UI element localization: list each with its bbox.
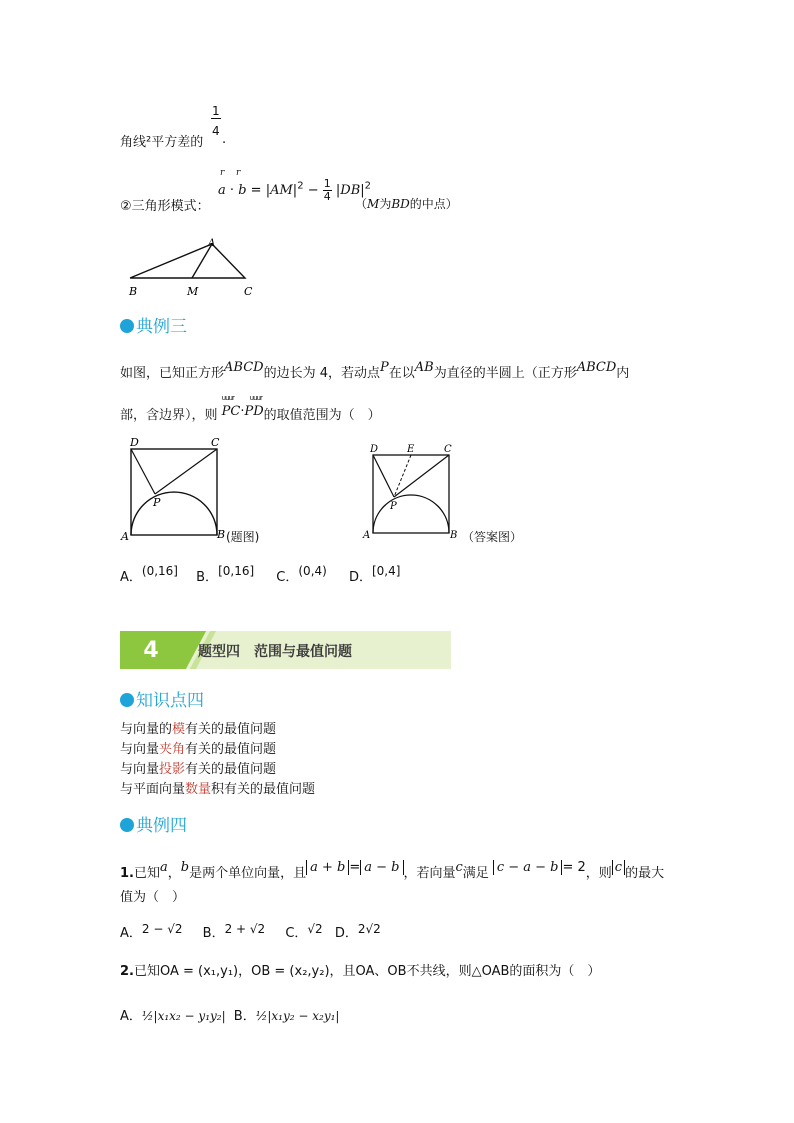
vector-arrow-mark: uuur	[249, 394, 262, 402]
figure1-caption: (题图)	[226, 530, 260, 544]
triangle-formula: $a \cdot b = |AM|^2$ − $\frac{1}{4}$ $|DB|^2$	[218, 177, 372, 203]
knowledge4-title: 知识点四	[136, 691, 204, 711]
fraction-numerator: 1	[212, 104, 220, 118]
example3-line1	[120, 362, 629, 381]
option-letter: A．	[120, 1009, 142, 1024]
option-a[interactable]	[120, 564, 178, 585]
q2-number: 2.	[120, 964, 134, 979]
option-value: [0,16]	[218, 564, 255, 578]
q1-eq2: = 2	[562, 860, 586, 875]
q1-t5: ，则	[585, 866, 612, 881]
q1-abs-c: c − a − b	[493, 860, 563, 875]
q1-t3: ，若向量	[403, 866, 456, 881]
e3-pc: PC	[221, 404, 241, 419]
label-d: D	[370, 444, 379, 455]
e3-text-c: 在以	[388, 366, 415, 381]
e3-pd: PD	[244, 404, 264, 419]
note-mid: 为	[379, 197, 392, 211]
knowledge-item	[120, 780, 315, 800]
option-letter: B．	[202, 926, 225, 941]
option-d[interactable]	[334, 922, 381, 941]
option-value: √2	[307, 922, 323, 936]
vector-arrow-mark: r	[236, 168, 241, 178]
e3-text-d: 为直径的半圆上（正方形	[433, 366, 577, 381]
knowledge4-heading	[120, 686, 204, 711]
frac-den: 4	[323, 190, 331, 203]
triangle-mode-label: ②三角形模式：	[120, 199, 210, 214]
bullet-dot-icon	[120, 319, 134, 333]
vec-b: b	[238, 183, 247, 198]
example4-heading	[120, 811, 187, 836]
e3-text-b: 的边长为 4，若动点	[263, 366, 380, 381]
option-letter: A．	[120, 570, 142, 585]
option-value: ½|x₁y₂ − x₂y₁|	[255, 1009, 340, 1023]
bullet-dot-icon	[120, 818, 134, 832]
item-highlight: 模	[172, 722, 186, 737]
db-segment: DB	[340, 183, 361, 198]
item-highlight: 数量	[185, 782, 212, 797]
pc-pd-product	[221, 394, 264, 423]
example3-heading	[120, 312, 187, 337]
minus-sign: −	[307, 183, 319, 198]
equals-sign: =	[250, 183, 262, 198]
label-m: M	[187, 285, 199, 298]
q1-abs-c-single: c	[612, 860, 625, 875]
vector-arrow-mark: r	[220, 168, 225, 178]
label-e: E	[407, 444, 415, 455]
label-b: B	[217, 528, 226, 541]
q1-options	[120, 922, 381, 941]
q1-comma: ，	[167, 866, 181, 881]
item-post: 有关的最值问题	[185, 762, 277, 777]
option-value: [0,4]	[371, 564, 401, 578]
example3-options	[120, 566, 400, 585]
e3-abcd: ABCD	[224, 360, 264, 375]
item-post: 有关的最值问题	[185, 722, 277, 737]
label-a: A	[363, 530, 371, 541]
q1-b: b	[180, 860, 190, 875]
q1-line1	[120, 862, 664, 881]
bullet-dot-icon	[120, 693, 134, 707]
e3-dot: ·	[240, 404, 245, 419]
frac-num: 1	[323, 177, 331, 190]
vec-a: a	[218, 183, 226, 198]
example3-line2	[120, 394, 381, 423]
e3-text-a: 如图，已知正方形	[120, 366, 225, 381]
note-open: （	[355, 197, 368, 211]
intro-period: .	[222, 132, 227, 147]
q1-eq: =	[349, 860, 361, 875]
semicircle	[373, 495, 449, 533]
label-c: C	[244, 285, 253, 298]
option-b[interactable]	[202, 922, 266, 941]
option-value: 2√2	[357, 922, 381, 936]
q2-options	[120, 1005, 339, 1024]
label-c: C	[211, 436, 220, 449]
item-highlight: 夹角	[159, 742, 186, 757]
label-b: B	[129, 285, 138, 298]
label-p: P	[390, 501, 397, 512]
q1-abs-left: a + b	[306, 860, 349, 875]
midpoint-note	[355, 195, 458, 212]
q1-number: 1.	[120, 866, 134, 881]
semicircle	[131, 492, 217, 535]
example4-title: 典例四	[136, 816, 187, 836]
e3-p: P	[379, 360, 389, 375]
knowledge-item	[120, 720, 315, 740]
option-value: 2 − √2	[141, 922, 183, 936]
e3-text-e: 内	[616, 366, 630, 381]
option-letter: D．	[348, 570, 372, 585]
option-d[interactable]	[348, 564, 401, 585]
item-pre: 与向量	[120, 762, 160, 777]
square-outline	[373, 455, 449, 533]
item-post: 积有关的最值问题	[211, 782, 316, 797]
option-value: (0,16]	[141, 564, 178, 578]
q1-t1: 已知	[133, 866, 160, 881]
option-value: (0,4)	[298, 564, 327, 578]
intro-line	[120, 131, 203, 150]
option-c[interactable]	[285, 922, 323, 941]
option-c[interactable]	[276, 564, 327, 585]
banner-title: 题型四 范围与最值问题	[198, 644, 352, 660]
segment-pd	[131, 449, 155, 494]
option-letter: D．	[334, 926, 358, 941]
segment-pd	[373, 455, 394, 497]
q2-text: 已知OA = (x₁,y₁)，OB = (x₂,y₂)，且OA、OB不共线，则△OAB的面积为（ ）	[133, 964, 601, 979]
option-a[interactable]	[120, 922, 183, 941]
note-bd: BD	[391, 197, 410, 211]
q1-a: a	[160, 860, 168, 875]
figure2-caption: （答案图）	[462, 530, 523, 544]
option-value: ½|x₁x₂ − y₁y₂|	[141, 1009, 226, 1023]
median-line	[192, 244, 212, 278]
item-pre: 与平面向量	[120, 782, 186, 797]
vector-arrow-mark: uuur	[221, 394, 234, 402]
q1-t4: 满足	[462, 866, 489, 881]
note-m: M	[367, 197, 380, 211]
example3-title: 典例三	[136, 317, 187, 337]
option-b[interactable]	[196, 564, 255, 585]
option-b[interactable]	[234, 1009, 340, 1024]
option-letter: C．	[276, 570, 299, 585]
q1-line2: 值为（ ）	[120, 890, 186, 905]
label-d: D	[130, 436, 139, 449]
e3-abcd-2: ABCD	[576, 360, 617, 375]
triangle-outline	[130, 244, 245, 278]
dot-operator: ·	[229, 183, 235, 198]
section-banner	[120, 631, 451, 669]
q1-abs-right: a − b	[360, 860, 403, 875]
one-quarter-fraction	[323, 178, 332, 203]
am-segment: AM	[270, 183, 293, 198]
fraction-bar	[211, 118, 221, 119]
option-letter: B．	[233, 1009, 256, 1024]
option-letter: A．	[120, 926, 142, 941]
q1-t2: 是两个单位向量，且	[189, 866, 307, 881]
triangle-svg	[120, 236, 270, 306]
label-c: C	[444, 444, 452, 455]
option-letter: B．	[196, 570, 219, 585]
item-pre: 与向量的	[120, 722, 173, 737]
label-p: P	[153, 496, 161, 509]
knowledge-item	[120, 760, 315, 780]
knowledge4-list	[120, 720, 315, 800]
triangle-figure	[120, 236, 270, 298]
label-a: A	[121, 530, 129, 543]
e3-text-g: 的取值范围为（ ）	[263, 408, 381, 423]
e3-ab: AB	[414, 360, 434, 375]
option-a[interactable]	[120, 1009, 226, 1024]
q1-t6: 的最大	[625, 866, 665, 881]
fraction-denominator: 4	[212, 124, 220, 138]
item-post: 有关的最值问题	[185, 742, 277, 757]
intro-text: 角线²平方差的	[120, 135, 204, 150]
knowledge-item	[120, 740, 315, 760]
note-end: 的中点）	[409, 197, 458, 211]
option-letter: C．	[285, 926, 308, 941]
label-b: B	[450, 530, 458, 541]
segment-pc	[155, 449, 217, 494]
option-value: 2 + √2	[224, 922, 266, 936]
label-a: A	[208, 238, 216, 249]
e3-text-f: 部，含边界），则	[120, 408, 218, 423]
item-highlight: 投影	[159, 762, 186, 777]
q1-c: c	[455, 860, 463, 875]
item-pre: 与向量	[120, 742, 160, 757]
q2-line	[120, 960, 600, 979]
square-exponent: 2	[297, 180, 304, 192]
banner-number: 4	[120, 631, 182, 669]
square-exponent: 2	[364, 180, 372, 192]
